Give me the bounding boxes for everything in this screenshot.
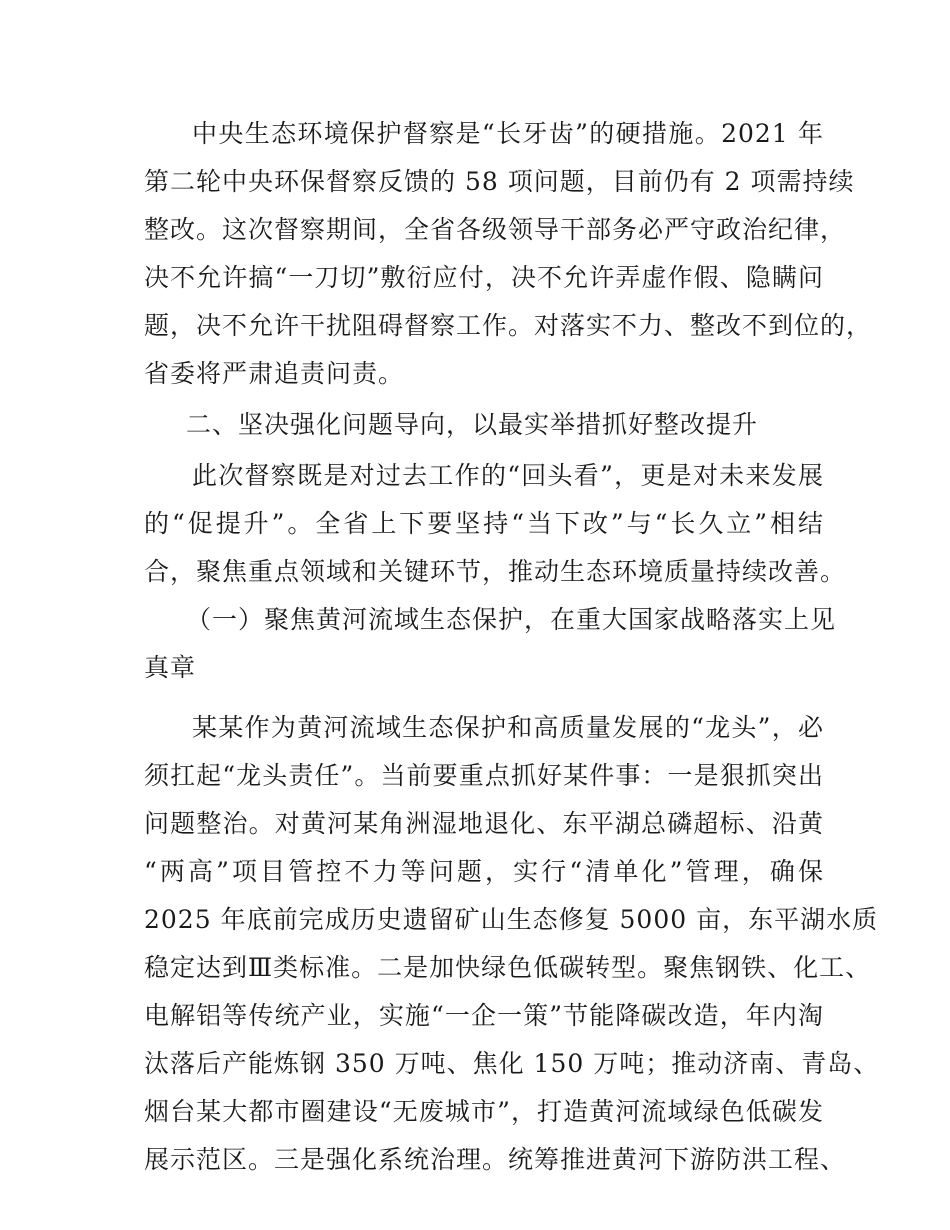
paragraph-line: 稳定达到Ⅲ类标准。二是加快绿色低碳转型。聚焦钢铁、化工、 bbox=[144, 953, 872, 982]
paragraph-line: 中央生态环境保护督察是“长牙齿”的硬措施。2021 年 bbox=[192, 119, 824, 148]
paragraph-line: 烟台某大都市圈建设“无废城市”，打造黄河流域绿色低碳发 bbox=[144, 1097, 824, 1126]
subsection-heading: 真章 bbox=[144, 653, 197, 682]
paragraph-line: 省委将严肃追责问责。 bbox=[144, 359, 405, 388]
paragraph-line: 此次督察既是对过去工作的“回头看”，更是对未来发展 bbox=[192, 461, 824, 490]
paragraph-line: 问题整治。对黄河某角洲湿地退化、东平湖总磷超标、沿黄 bbox=[144, 809, 824, 838]
paragraph-line: 决不允许搞“一刀切”敷衍应付，决不允许弄虚作假、隐瞒问 bbox=[144, 263, 824, 292]
paragraph-line: “两高”项目管控不力等问题，实行“清单化”管理，确保 bbox=[144, 857, 824, 886]
paragraph-line: 第二轮中央环保督察反馈的 58 项问题，目前仍有 2 项需持续 bbox=[144, 167, 855, 196]
paragraph-line: 的“促提升”。全省上下要坚持“当下改”与“长久立”相结 bbox=[144, 509, 824, 538]
paragraph-line: 合，聚焦重点领域和关键环节，推动生态环境质量持续改善。 bbox=[144, 557, 847, 586]
section-heading: 二、坚决强化问题导向，以最实举措抓好整改提升 bbox=[186, 410, 759, 439]
subsection-heading: （一）聚焦黄河流域生态保护，在重大国家战略落实上见 bbox=[186, 605, 837, 634]
paragraph-line: 电解铝等传统产业，实施“一企一策”节能降碳改造，年内淘 bbox=[144, 1001, 824, 1030]
paragraph-line: 须扛起“龙头责任”。当前要重点抓好某件事：一是狠抓突出 bbox=[144, 761, 824, 790]
paragraph-line: 汰落后产能炼钢 350 万吨、焦化 150 万吨；推动济南、青岛、 bbox=[144, 1049, 880, 1078]
paragraph-line: 展示范区。三是强化系统治理。统筹推进黄河下游防洪工程、 bbox=[144, 1145, 847, 1174]
paragraph-line: 某某作为黄河流域生态保护和高质量发展的“龙头”，必 bbox=[192, 713, 824, 742]
paragraph-line: 题，决不允许干扰阻碍督察工作。对落实不力、整改不到位的， bbox=[144, 311, 873, 340]
paragraph-line: 整改。这次督察期间，全省各级领导干部务必严守政治纪律， bbox=[144, 215, 847, 244]
paragraph-line: 2025 年底前完成历史遗留矿山生态修复 5000 亩，东平湖水质 bbox=[144, 905, 879, 934]
